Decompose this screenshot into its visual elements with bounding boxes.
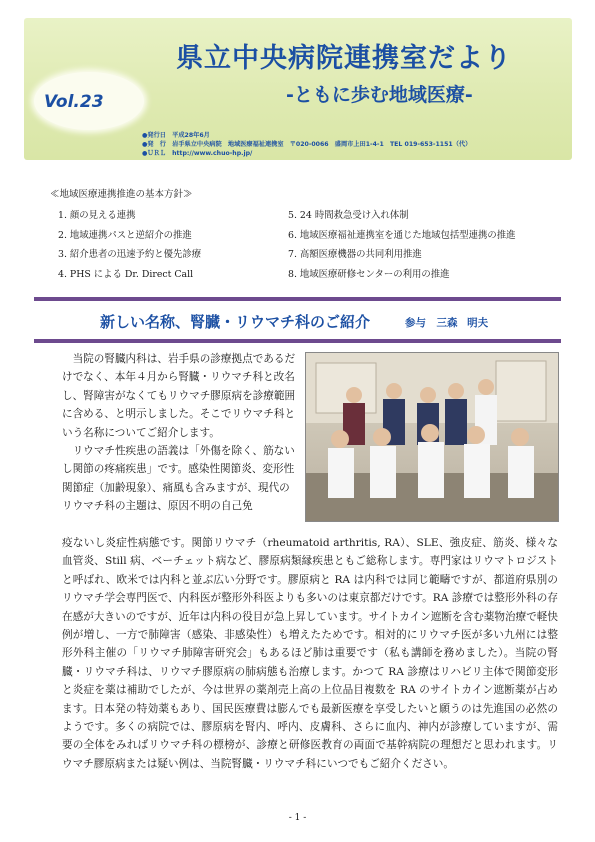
staff-group-photo: [305, 352, 559, 522]
article-author: 参与 三森 明夫: [405, 317, 489, 329]
principles-title: ≪地域医療連携推進の基本方針≫: [50, 189, 193, 200]
article-body-text: [62, 534, 558, 773]
principle-item: 8. 地域医療研修センターの利用の推進: [288, 268, 450, 280]
principles-list-right: [288, 206, 516, 284]
page-number: - 1 -: [288, 813, 307, 823]
principle-item: 1. 顔の見える連携: [58, 210, 136, 221]
section-divider-top: [34, 297, 561, 301]
newsletter-title: 県立中央病院連携室だより: [176, 43, 512, 74]
info-publisher: ●発 行 岩手県立中央病院 地域医療福祉連携室 〒020-0066 盛岡市上田1-4-1 TEL 019-653-1151（代）: [142, 141, 472, 148]
principles-list-left: [58, 206, 201, 284]
info-date: ●発行日 平成28年6月: [142, 132, 210, 139]
volume-label: Vol.23: [44, 92, 104, 112]
newsletter-subtitle: -ともに歩む地域医療-: [286, 84, 473, 106]
info-url[interactable]: ●ＵＲＬ http://www.chuo-hp.jp/: [142, 150, 253, 157]
article-column-text: [62, 350, 298, 516]
publication-info: [142, 131, 471, 158]
principle-item: 6. 地域医療福祉連携室を通じた地域包括型連携の推進: [288, 229, 516, 241]
principle-item: 4. PHS による Dr. Direct Call: [58, 268, 194, 280]
article-paragraph: 当院の腎臓内科は、岩手県の診療拠点であるだけでなく、本年４月から腎臓・リウマチ科と改名し、腎障害がなくてもリウマチ膠原病を診療範囲に含める、と明示しました。そこでリウマチ科という名称についてご紹介します。: [62, 353, 296, 439]
article-paragraph: 疫ないし炎症性病態です。関節リウマチ（rheumatoid arthritis, RA）、SLE、強皮症、筋炎、様々な血管炎、Still 病、ベーチェット病など、膠原病類縁疾患ともご総称します。専門家はリウマトロジストと呼ばれ、欧米では内科と並ぶ広い分野です。膠原病と RA は内科では同じ範疇ですが、都道府県別のリウマチ学会専門医で、内科医が整形外科医よりも多いのは東京都だけです。RA 診療では整形外科の存在感が大きいのですが、近年は内科の役目が急上昇しています。サイトカイン遮断を含む薬物治療で軽快例が増し、一方で肺障害（感染、非感染性）も増えたためです。相対的にリウマチ医が多い九州には整形外科主催の「リウマチ肺障害研究会」もあるほど肺は重要です（私も講師を務めました）。当院の腎臓・リウマチ科は、リウマチ膠原病の肺病態も治療します。かつて RA 診療はリハビリ主体で関節変形と炎症を薬は補助でしたが、今は世界の薬剤売上高の上位品目複数を RA のサイトカイン遮断薬が占めます。日本発の特効薬もあり、国民医療費は膨んでも最新医療を享受したいと願うのは先進国の必然のようです。多くの病院では、膠原病を腎内、呼内、皮膚科、さらに血内、神内が診療していますが、需要の全体をみればリウマチ科の標榜が、診療と研修医教育の両面で基幹病院の理想だと思われます。リウマチ膠原病または疑い例は、当院腎臓・リウマチ科にいつでもご紹介ください。: [62, 537, 558, 770]
principle-item: 5. 24 時間救急受け入れ体制: [288, 210, 409, 221]
article-paragraph: リウマチ性疾患の語義は「外傷を除く、筋ないし関節の疼痛疾患」です。感染性関節炎、変形性関節症（加齢現象）、痛風も含みますが、現代のリウマチ科の主題は、原因不明の自己免: [62, 445, 295, 513]
principle-item: 2. 地域連携パスと逆紹介の推進: [58, 229, 192, 241]
principle-item: 3. 紹介患者の迅速予約と優先診療: [58, 249, 202, 260]
article-title: 新しい名称、腎臓・リウマチ科のご紹介: [100, 313, 371, 331]
principle-item: 7. 高額医療機器の共同利用推進: [288, 249, 422, 260]
section-divider-bottom: [34, 339, 561, 343]
